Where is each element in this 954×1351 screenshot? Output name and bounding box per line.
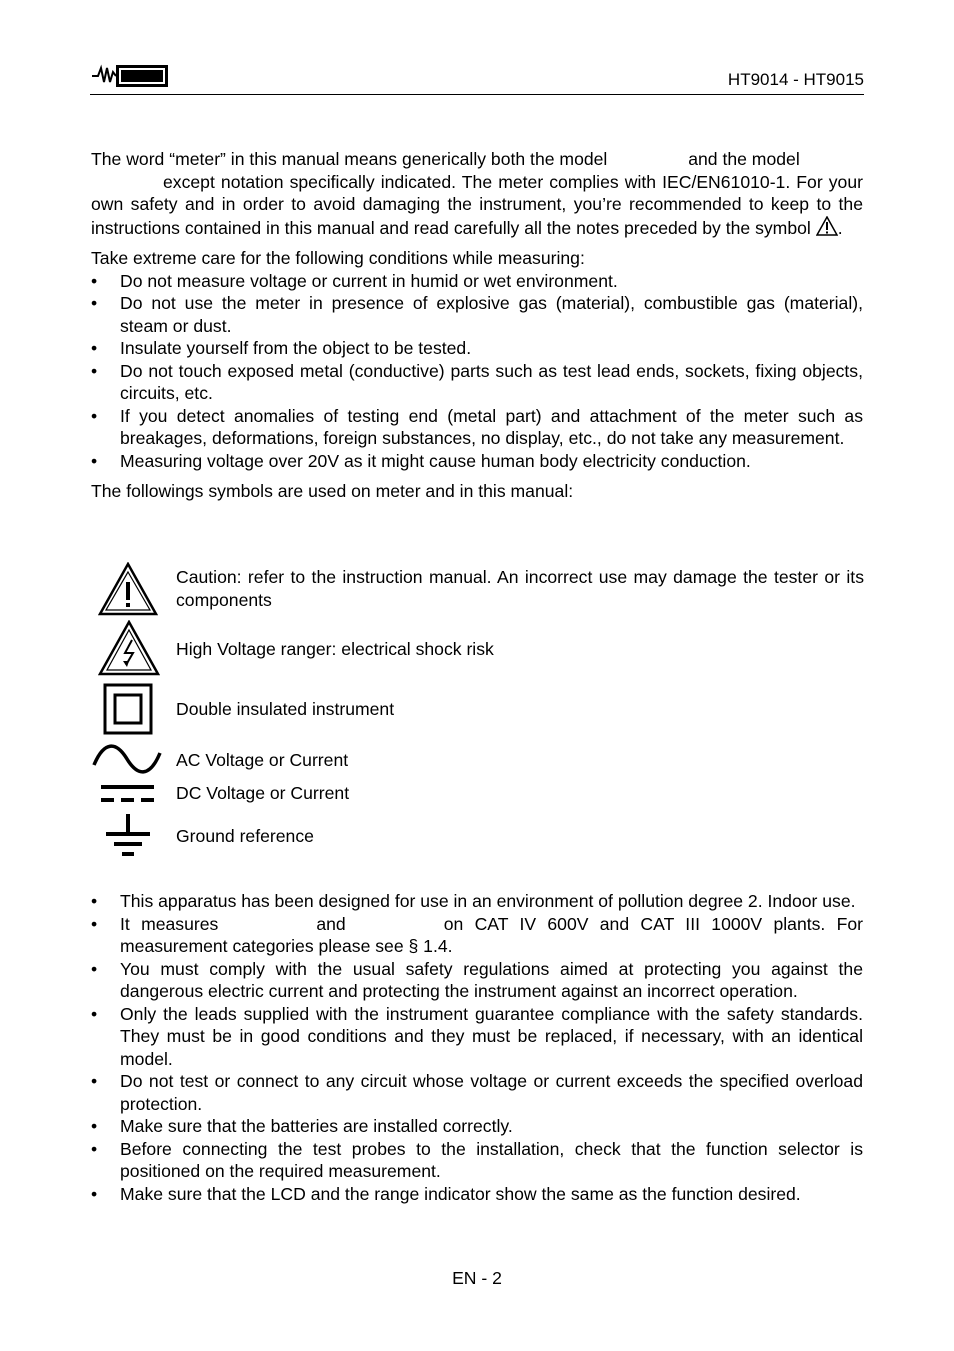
double-insulation-icon bbox=[103, 683, 153, 735]
symbol-text: AC Voltage or Current bbox=[176, 750, 349, 770]
document-code: HT9014 - HT9015 bbox=[727, 70, 864, 89]
notes-list bbox=[91, 890, 863, 1205]
ac-wave-icon bbox=[91, 741, 163, 777]
warnings-list bbox=[91, 270, 863, 473]
ground-icon bbox=[105, 814, 151, 860]
symbol-text: High Voltage ranger: electrical shock risk bbox=[176, 639, 494, 659]
intro-text-3: except notation specifically indicated. The meter complies with IEC/EN61010-1. For your own safety and in order to avoid damaging the instrument, you’re recommended to keep to the instructions contained in this manual and read carefully all the notes preceded by the symbol bbox=[91, 171, 863, 238]
list-item: • Do not touch exposed metal (conductive) parts such as test lead ends, sockets, fixing objects, circuits, etc. bbox=[91, 360, 863, 405]
note-text-a: It measures bbox=[120, 913, 219, 934]
list-item: • Do not use the meter in presence of explosive gas (material), combustible gas (material), steam or dust. bbox=[91, 292, 863, 337]
intro-paragraph bbox=[91, 148, 863, 239]
caution-inline-icon bbox=[816, 216, 838, 236]
note-text-c: on CAT IV 600V and CAT III 1000V plants. For measurement categories please see § 1.4. bbox=[120, 913, 863, 956]
ht-logo bbox=[90, 60, 170, 92]
note-text-b: and bbox=[316, 913, 346, 934]
content-notes bbox=[91, 890, 863, 1205]
symbol-text: Caution: refer to the instruction manual. An incorrect use may damage the tester or its components bbox=[176, 567, 864, 610]
content-top bbox=[91, 148, 863, 503]
list-item: • If you detect anomalies of testing end (metal part) and attachment of the meter such as breakages, deformations, foreign substances, no display, etc., do not take any measurement. bbox=[91, 405, 863, 450]
list-item: • Only the leads supplied with the instrument guarantee compliance with the safety standards. They must be in good conditions and they must be replaced, if necessary, with an identical model. bbox=[91, 1003, 863, 1071]
list-item: • Measuring voltage over 20V as it might cause human body electricity conduction. bbox=[91, 450, 863, 473]
list-item: • Insulate yourself from the object to be tested. bbox=[91, 337, 863, 360]
intro-text-2: and the model bbox=[688, 149, 800, 169]
intro-text-1: The word “meter” in this manual means generically both the model bbox=[91, 149, 608, 169]
list-item: • You must comply with the usual safety regulations aimed at protecting you against the dangerous electric current and protecting the instrument against an incorrect operation. bbox=[91, 958, 863, 1003]
symbol-text: Ground reference bbox=[176, 826, 314, 846]
dc-symbol-icon bbox=[101, 781, 155, 805]
caution-triangle-icon bbox=[98, 562, 158, 616]
symbol-text: DC Voltage or Current bbox=[176, 783, 350, 803]
intro-text-end: . bbox=[837, 217, 843, 238]
list-item: • This apparatus has been designed for use in an environment of pollution degree 2. Indoor use. bbox=[91, 890, 863, 913]
symbol-text: Double insulated instrument bbox=[176, 699, 395, 719]
symbols-heading: The followings symbols are used on meter and in this manual: bbox=[91, 481, 574, 501]
page-number: EN - 2 bbox=[452, 1268, 502, 1288]
care-heading: Take extreme care for the following conditions while measuring: bbox=[91, 248, 585, 268]
list-item: • Before connecting the test probes to the installation, check that the function selector is positioned on the required measurement. bbox=[91, 1138, 863, 1183]
list-item: • Do not test or connect to any circuit whose voltage or current exceeds the specified overload protection. bbox=[91, 1070, 863, 1115]
list-item: • Do not measure voltage or current in humid or wet environment. bbox=[91, 270, 863, 293]
list-item: • Make sure that the LCD and the range indicator show the same as the function desired. bbox=[91, 1183, 863, 1206]
high-voltage-icon bbox=[98, 620, 160, 676]
page-header bbox=[90, 60, 864, 95]
list-item bbox=[91, 913, 863, 958]
list-item: • Make sure that the batteries are installed correctly. bbox=[91, 1115, 863, 1138]
